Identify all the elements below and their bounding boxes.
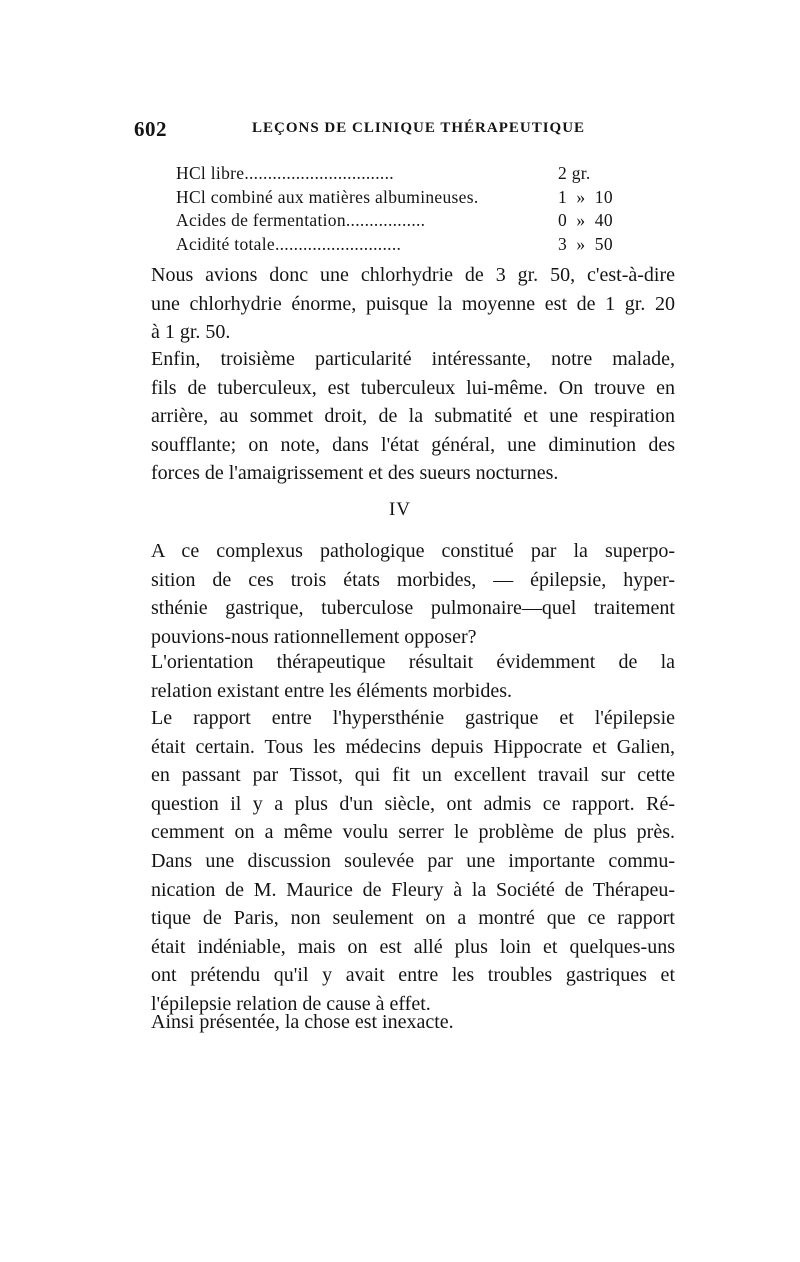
text-line: en passant par Tissot, qui fit un excellent travail sur cette bbox=[151, 764, 675, 787]
text-line: Ainsi présentée, la chose est inexacte. bbox=[151, 1011, 454, 1033]
text-line: forces de l'amaigrissement et des sueurs nocturnes. bbox=[151, 462, 559, 485]
table-row bbox=[176, 209, 646, 233]
text-line: Dans une discussion soulevée par une importante commu- bbox=[151, 849, 675, 872]
text-line: une chlorhydrie énorme, puisque la moyenne est de 1 gr. 20 bbox=[151, 292, 675, 315]
paragraph-tuberculosis bbox=[133, 345, 675, 488]
text-line: était indéniable, mais on est allé plus loin et quelques-uns bbox=[151, 935, 675, 958]
paragraph-orientation bbox=[133, 648, 675, 705]
table-row bbox=[176, 233, 646, 257]
text-line: était certain. Tous les médecins depuis Hippocrate et Galien, bbox=[151, 735, 675, 758]
paragraph-treatment-question bbox=[133, 537, 675, 651]
text-line: pouvions-nous rationnellement opposer? bbox=[151, 625, 477, 648]
paragraph-chlorhydria bbox=[133, 261, 675, 347]
text-line: L'orientation thérapeutique résultait évidemment de la bbox=[151, 651, 675, 673]
text-line: arrière, au sommet droit, de la submatité et une respiration bbox=[151, 405, 675, 428]
section-heading: IV bbox=[388, 499, 412, 520]
text-line: nication de M. Maurice de Fleury à la Société de Thérapeu- bbox=[151, 878, 675, 901]
text-line: sthénie gastrique, tuberculose pulmonaire—quel traitement bbox=[151, 597, 675, 620]
table-row bbox=[176, 186, 646, 210]
row-value: 0 » 40 bbox=[558, 210, 613, 230]
text-line: relation existant entre les éléments morbides. bbox=[151, 679, 512, 702]
text-line: question il y a plus d'un siècle, ont admis ce rapport. Ré- bbox=[151, 792, 675, 815]
row-value: 3 » 50 bbox=[558, 233, 613, 254]
row-label: Acides de fermentation................. bbox=[176, 210, 426, 230]
table-row bbox=[176, 162, 646, 186]
paragraph-conclusion bbox=[133, 1008, 675, 1037]
text-line: soufflante; on note, dans l'état général, une diminution des bbox=[151, 433, 675, 456]
row-value: 2 gr. bbox=[558, 163, 591, 183]
text-line: fils de tuberculeux, est tuberculeux lui-même. On trouve en bbox=[151, 376, 675, 399]
row-label: HCl combiné aux matières albumineuses. bbox=[176, 186, 479, 207]
page-header bbox=[134, 117, 674, 145]
running-title: LEÇONS DE CLINIQUE THÉRAPEUTIQUE bbox=[252, 120, 586, 136]
text-line: tique de Paris, non seulement on a montré que ce rapport bbox=[151, 907, 675, 930]
text-line: Nous avions donc une chlorhydrie de 3 gr. 50, c'est-à-dire bbox=[151, 264, 675, 286]
row-value: 1 » 10 bbox=[558, 186, 613, 207]
text-line: ont prétendu qu'il y avait entre les troubles gastriques et bbox=[151, 964, 675, 987]
gastric-analysis-table bbox=[176, 162, 646, 256]
paragraph-relation bbox=[133, 704, 675, 1019]
text-line: Enfin, troisième particularité intéressante, notre malade, bbox=[151, 348, 675, 370]
row-label: HCl libre................................ bbox=[176, 163, 394, 183]
text-line: Le rapport entre l'hypersthénie gastrique et l'épilepsie bbox=[151, 707, 675, 729]
text-line: cemment on a même voulu serrer le problème de plus près. bbox=[151, 821, 675, 844]
text-line: sition de ces trois états morbides, — épilepsie, hyper- bbox=[151, 568, 675, 591]
text-line: à 1 gr. 50. bbox=[151, 321, 231, 344]
text-line: A ce complexus pathologique constitué par la superpo- bbox=[151, 540, 675, 562]
row-label: Acidité totale........................... bbox=[176, 233, 402, 254]
page-number: 602 bbox=[134, 117, 167, 141]
text-line: l'épilepsie relation de cause à effet. bbox=[151, 992, 431, 1015]
